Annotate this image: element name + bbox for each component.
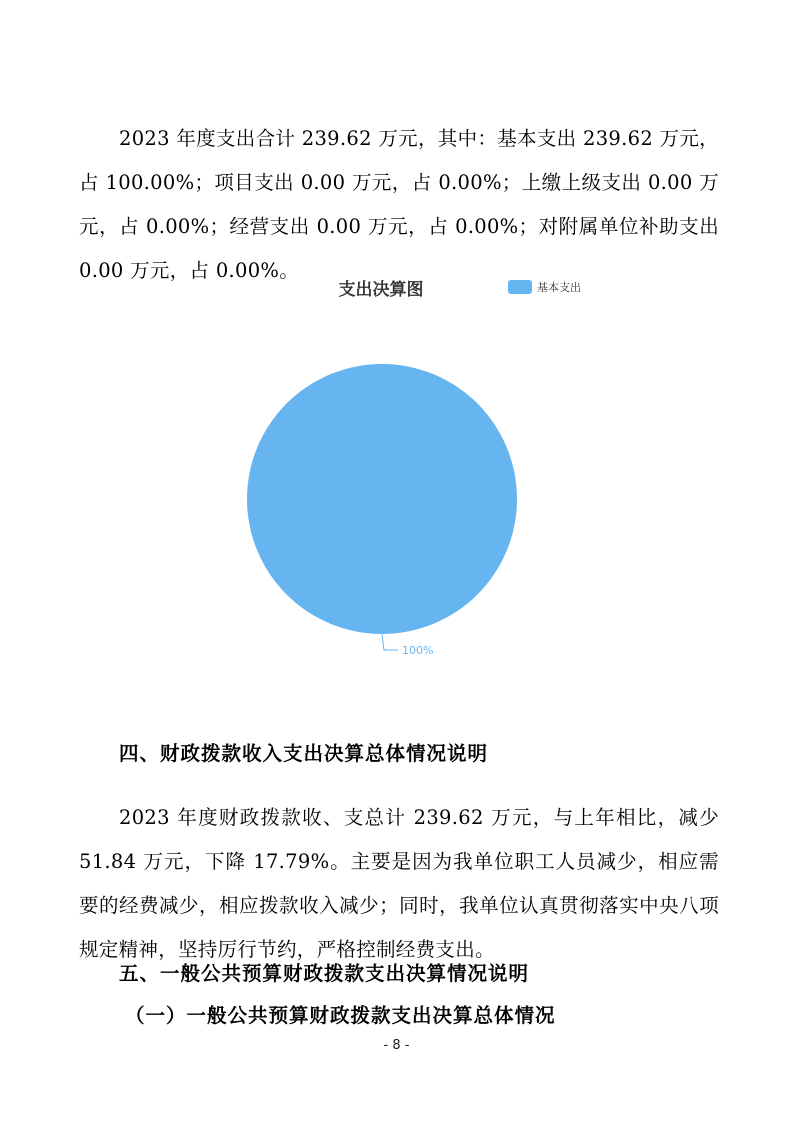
page-number: - 8 - bbox=[383, 1038, 410, 1053]
pie-slice-0 bbox=[247, 364, 517, 634]
legend-swatch bbox=[508, 280, 532, 294]
expenditure-summary-paragraph: 2023 年度支出合计 239.62 万元，其中：基本支出 239.62 万元，占 100.00%；项目支出 0.00 万元，占 0.00%；上缴上级支出 0.00 万元，占 0.00%；经营支出 0.00 万元，占 0.00%；对附属单位补助支出 0.00 万元，占 0.00%。 bbox=[79, 126, 719, 282]
pie-slices bbox=[247, 364, 517, 634]
pie-chart-svg bbox=[0, 265, 793, 685]
chart-legend bbox=[508, 280, 581, 294]
fiscal-allocation-paragraph: 2023 年度财政拨款收、支总计 239.62 万元，与上年相比，减少 51.84 万元，下降 17.79%。主要是因为我单位职工人员减少，相应需要的经费减少，相应拨款收入减少；同时，我单位认真贯彻落实中央八项规定精神，坚持厉行节约，严格控制经费支出。 bbox=[79, 805, 719, 961]
expenditure-pie-chart bbox=[0, 265, 793, 685]
slice-label-basic-expenditure: 100% bbox=[402, 644, 434, 657]
legend-label-basic-expenditure: 基本支出 bbox=[537, 281, 581, 294]
chart-title: 支出决算图 bbox=[338, 280, 424, 300]
subsection-heading-one: （一）一般公共预算财政拨款支出决算总体情况 bbox=[125, 1004, 556, 1027]
slice-label-line bbox=[382, 634, 398, 650]
section-heading-five: 五、一般公共预算财政拨款支出决算情况说明 bbox=[119, 962, 530, 985]
section-heading-four: 四、财政拨款收入支出决算总体情况说明 bbox=[119, 742, 489, 765]
